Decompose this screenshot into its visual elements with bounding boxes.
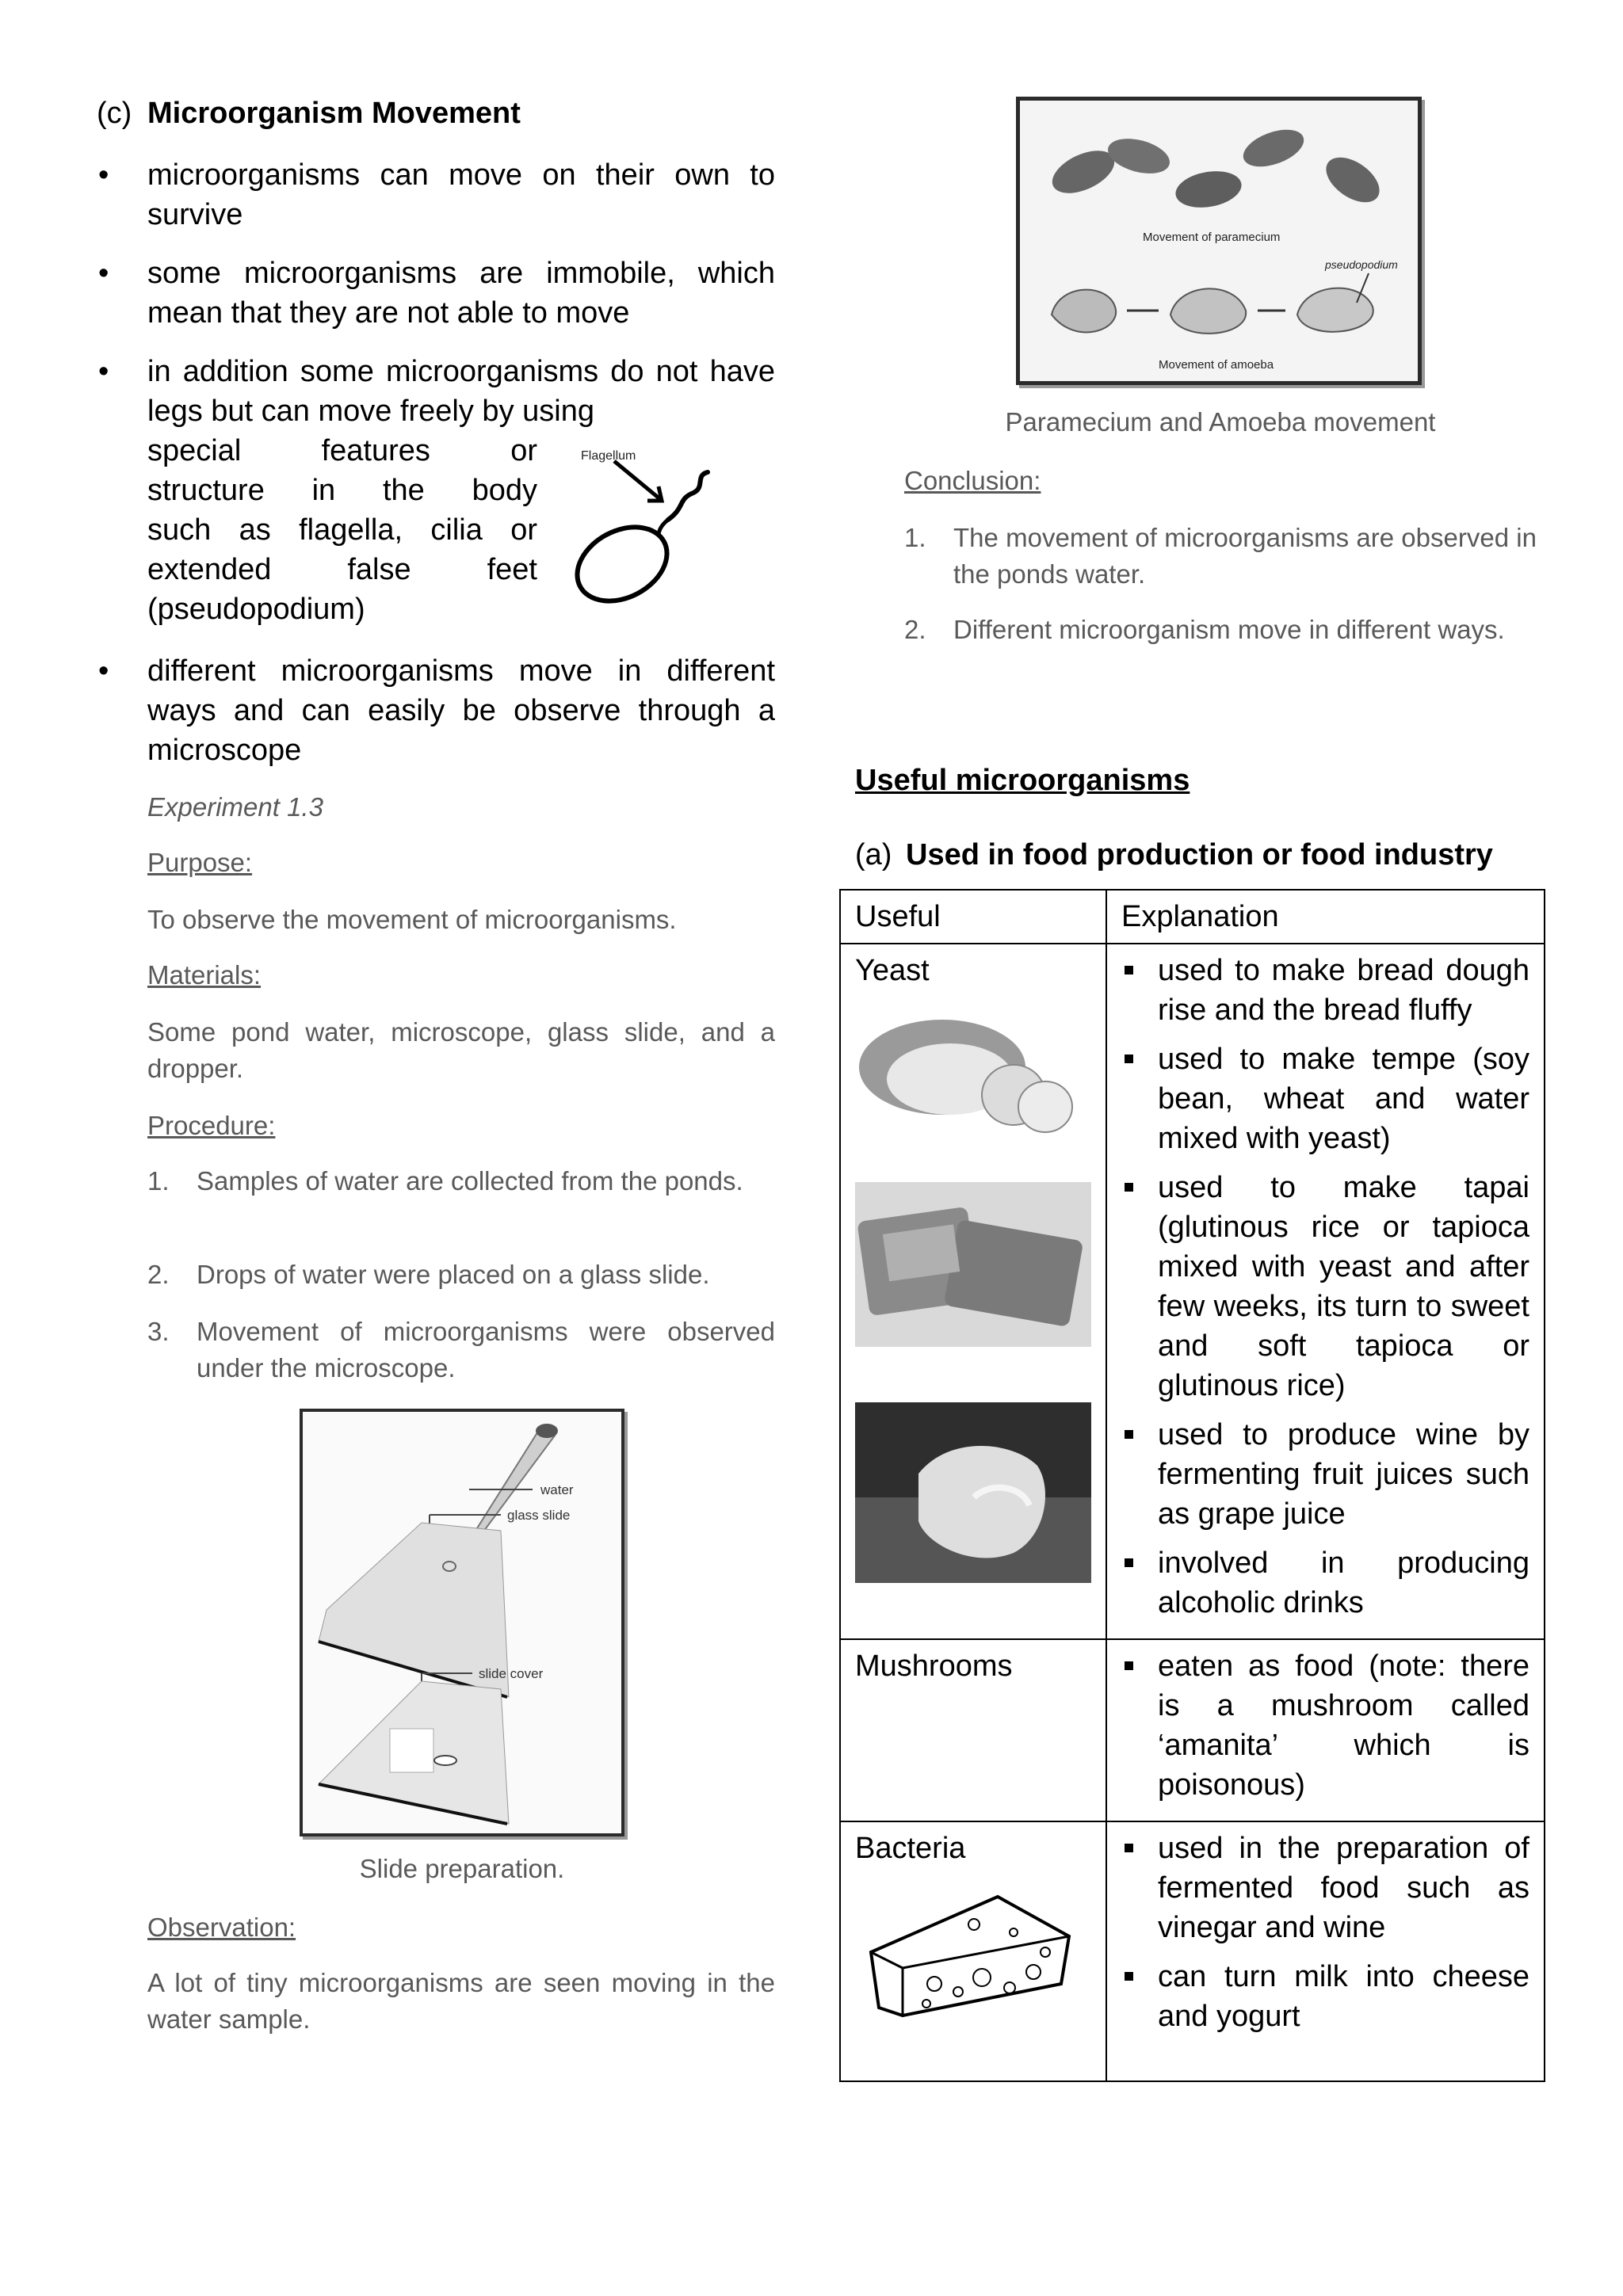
- useful-microorganisms-heading: [855, 764, 1190, 798]
- explanation-item: involved in producing alcoholic drinks: [1121, 1543, 1529, 1623]
- experiment-title: Experiment 1.3: [147, 792, 323, 822]
- table-cell-name: [840, 1821, 1106, 2081]
- step-text: Samples of water are collected from the ponds.: [197, 1166, 743, 1196]
- useful-microorganisms-table: [839, 889, 1545, 2082]
- procedure-step: [147, 1163, 775, 1199]
- explanation-item: can turn milk into cheese and yogurt: [1121, 1957, 1529, 2036]
- step-number: 2.: [147, 1260, 170, 1289]
- water-label: water: [540, 1482, 574, 1497]
- cheese-image: [855, 1889, 1085, 2023]
- table-header: Explanation: [1106, 890, 1545, 944]
- bullet-2: • some microorganisms are immobile, which mean that they are not able to move: [147, 254, 775, 333]
- step-number: 1.: [147, 1166, 170, 1196]
- conclusion-number: 1.: [904, 523, 926, 552]
- purpose-heading: Purpose:: [147, 848, 253, 877]
- step-number: 3.: [147, 1317, 170, 1346]
- table-cell-name: Mushrooms: [840, 1639, 1106, 1821]
- pseudopodium-label: pseudopodium: [1325, 258, 1398, 271]
- explanation-item: used to make bread dough rise and the bread fluffy: [1121, 951, 1529, 1030]
- figure-caption: Paramecium and Amoeba movement: [1005, 407, 1436, 437]
- procedure-heading: Procedure:: [147, 1111, 276, 1140]
- subsection-heading: [855, 838, 1493, 872]
- useful-heading-text: Useful microorganisms: [855, 764, 1190, 797]
- glass-slide-label: glass slide: [507, 1508, 571, 1523]
- conclusion-heading: Conclusion:: [904, 466, 1041, 495]
- conclusion-item: [904, 612, 1537, 648]
- observation-text: A lot of tiny microorganisms are seen moving in the water sample.: [147, 1968, 775, 2034]
- step-text: Drops of water were placed on a glass slide.: [197, 1260, 710, 1289]
- explanation-item: used to make tempe (soy bean, wheat and water mixed with yeast): [1121, 1039, 1529, 1158]
- conclusion-text: Different microorganism move in different ways.: [953, 615, 1505, 644]
- bullet-3-line: structure in the body: [147, 474, 537, 507]
- bullet-3-line: special features or: [147, 434, 537, 467]
- bullet-1: • microorganisms can move on their own to survive: [147, 155, 775, 235]
- bread-image: [855, 1000, 1091, 1135]
- conclusion-item: [904, 520, 1537, 593]
- slide-cover-label: slide cover: [479, 1666, 544, 1681]
- explanation-list: [1121, 1646, 1529, 1805]
- step-text: Movement of microorganisms were observed under the microscope.: [197, 1317, 775, 1383]
- explanation-list: [1121, 951, 1529, 1623]
- table-cell-explanation: [1106, 944, 1545, 1639]
- bullet-3-continuation: [147, 431, 537, 629]
- table-row: [840, 1821, 1545, 2081]
- table-header-row: [840, 890, 1545, 944]
- table-row: [840, 944, 1545, 1639]
- row-name: Bacteria: [855, 1832, 966, 1865]
- bullet-3-line: such as flagella, cilia or: [147, 513, 537, 547]
- bullet-3: • in addition some microorganisms do not have legs but can move freely by using: [147, 352, 775, 431]
- explanation-item: used in the preparation of fermented food such as vinegar and wine: [1121, 1829, 1529, 1947]
- section-label: (c): [97, 97, 132, 130]
- table-cell-name: [840, 944, 1106, 1639]
- explanation-item: used to produce wine by fermenting fruit juices such as grape juice: [1121, 1415, 1529, 1534]
- materials-heading: Materials:: [147, 960, 262, 990]
- bullet-3-line: extended false feet: [147, 553, 537, 586]
- procedure-step: [147, 1314, 775, 1386]
- bullet-3-line: (pseudopodium): [147, 593, 365, 626]
- subsection-title: Used in food production or food industry: [906, 838, 1493, 871]
- amoeba-label: Movement of amoeba: [1159, 358, 1274, 372]
- conclusion-text: The movement of microorganisms are observed in the ponds water.: [953, 523, 1537, 589]
- bullet-4: • different microorganisms move in different ways and can easily be observe through a microscope: [147, 651, 775, 770]
- explanation-list: [1121, 1829, 1529, 2036]
- materials-text: Some pond water, microscope, glass slide, and a dropper.: [147, 1017, 775, 1083]
- paramecium-amoeba-figure: [1016, 97, 1422, 385]
- section-title: Microorganism Movement: [147, 97, 521, 130]
- table-cell-explanation: [1106, 1821, 1545, 2081]
- section-heading: [97, 97, 521, 131]
- procedure-step: [147, 1257, 775, 1293]
- flagellum-label: Flagellum: [581, 449, 636, 463]
- paramecium-label: Movement of paramecium: [1143, 231, 1281, 244]
- conclusion-number: 2.: [904, 615, 926, 644]
- purpose-text: To observe the movement of microorganisms.: [147, 905, 677, 934]
- explanation-item: used to make tapai (glutinous rice or tapioca mixed with yeast and after few weeks, its turn to sweet and soft tapioca or glutinous rice): [1121, 1168, 1529, 1405]
- tapai-image: [855, 1402, 1091, 1583]
- slide-caption: Slide preparation.: [359, 1854, 565, 1883]
- table-row: [840, 1639, 1545, 1821]
- table-header: Useful: [840, 890, 1106, 944]
- observation-heading: Observation:: [147, 1913, 296, 1942]
- row-name: Yeast: [855, 954, 930, 987]
- subsection-label: (a): [855, 838, 892, 871]
- slide-preparation-figure: [300, 1409, 624, 1836]
- flagellum-illustration: [567, 444, 749, 618]
- table-cell-explanation: [1106, 1639, 1545, 1821]
- tempe-image: [855, 1182, 1091, 1347]
- explanation-item: eaten as food (note: there is a mushroom called ‘amanita’ which is poisonous): [1121, 1646, 1529, 1805]
